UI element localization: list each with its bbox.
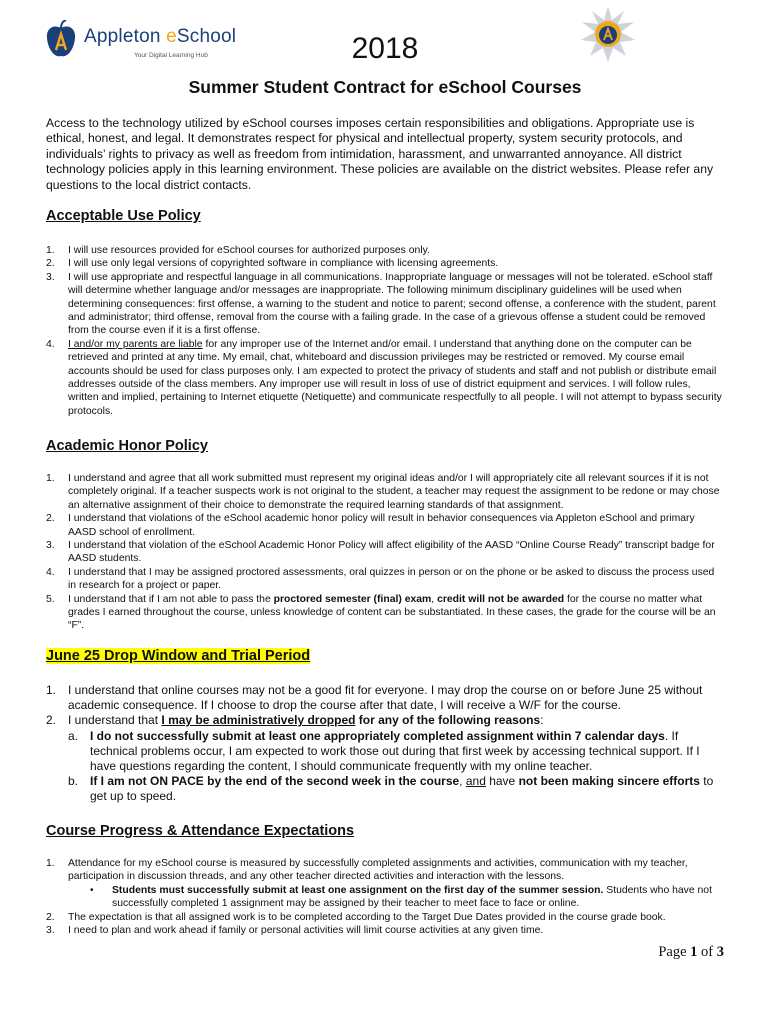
list-item: 3. I understand that violation of the eSchool Academic Honor Policy will affect eligibility of the AASD “Online Course Ready” transcript badge for AASD students. [46, 540, 715, 565]
intro-paragraph: Access to the technology utilized by eSchool courses imposes certain responsibilities and obligations. Appropriate use is ethical, honest, and legal. It demonstrates respect for physical and intellectual property, system security protocols, and individuals’ rights to privacy as well as freedom from intimidation, harassment, and unwarranted annoyance. All district technology policies apply in this learning environment. These policies are available on the district websites. Please refer any questions to the local district contacts. [46, 116, 714, 192]
attendance-bullet-list [68, 884, 724, 911]
course-progress-list [46, 857, 724, 937]
heading-acceptable-use-policy: Acceptable Use Policy [46, 208, 201, 224]
logo-tagline: Your Digital Learning Hub [134, 52, 208, 59]
list-item: 4. I and/or my parents are liable for any improper use of the Internet and/or email. I understand that anything done on the computer can be retrieved and printed at any time. My email, chat, whiteboard and discussion privileges may be restricted or removed. My course email accounts should be used for class purposes only. I am expected to protect the privacy of students and staff and not publish or distribute email addresses outside of the class members. Any improper use will result in loss of use of district equipment and services. I will follow rules, written and implied, pertaining to Internet etiquette (Netiquette) and communicate respectfully to all people. I will not attempt to bypass security protocols. [46, 338, 722, 417]
starburst-badge-icon [580, 6, 636, 62]
list-item: 5. I understand that if I am not able to pass the proctored semester (final) exam, credit will not be awarded for the course no matter what grades I earned throughout the course, unless knowledge of content can be substantiated. In these cases, the grade for the course will be an “F”. [46, 593, 716, 632]
list-item: 2. I understand that I may be administratively dropped for any of the following reasons: a. I do not successfully submit at least one appropriately completed assignment within 7 calendar days. If technical problems occur, I am expected to work those out during that first week by accessing technical support. If I have questions regarding the content, I should communicate frequently with my online teacher. b. If I am not ON PACE by the end of the second week in the course, and have not been making sincere efforts to get up to speed. [46, 713, 724, 804]
list-item: b. If I am not ON PACE by the end of the second week in the course, and have not been making sincere efforts to get up to speed. [68, 774, 714, 804]
heading-drop-window: June 25 Drop Window and Trial Period [46, 648, 311, 664]
heading-academic-honor-policy: Academic Honor Policy [46, 438, 208, 454]
document-year: 2018 [351, 32, 419, 65]
list-item: a. I do not successfully submit at least one appropriately completed assignment within 7 calendar days. If technical problems occur, I am expected to work those out during that first week by accessing technical support. If I have questions regarding the content, I should communicate frequently with my online teacher. [68, 728, 700, 774]
list-item: 1. Attendance for my eSchool course is measured by successfully completed assignments and activities, communication with my teacher, participation in discussion threads, and any other teacher directed activities and interaction with the lessons. • Students must successfully submit at least one assignment on the first day of the summer session. Students who have not successfully completed 1 assignment may be assigned by their teacher to meet face to face or online. [46, 857, 724, 911]
document-title: Summer Student Contract for eSchool Courses [188, 77, 582, 97]
list-item: 3. I will use appropriate and respectful language in all communications. Inappropriate language or messages will not be tolerated. eSchool staff will determine whether language and/or messages are inappropriate. The following minimum disciplinary guidelines will be used when determining consequences: first offense, a warning to the student and notice to parent; second offense, a conference with the student, parent and administrator; third offense, removal from the course with a failing grade. In the case of a grievous offense a student could be removed from the course even if it is a first offense. [46, 271, 716, 337]
list-item: 2. The expectation is that all assigned work is to be completed according to the Target Due Dates provided in the course grade book. [46, 911, 666, 923]
heading-course-progress: Course Progress & Attendance Expectations [46, 823, 355, 839]
list-item: 2. I understand that violations of the eSchool academic honor policy will result in behavior consequences via Appleton eSchool and primary AASD school of enrollment. [46, 513, 695, 538]
list-item: 1. I understand that online courses may not be a good fit for everyone. I may drop the course on or before June 25 without academic consequence. If I choose to drop the course after that date, I will receive a W/F for the course. [46, 683, 703, 713]
list-item: 3. I need to plan and work ahead if family or personal activities will limit course activities at any given time. [46, 925, 544, 937]
list-item: • Students must successfully submit at least one assignment on the first day of the summer session. Students who have not successfully completed 1 assignment may be assigned by their teacher to meet face to face or online. [90, 884, 712, 910]
drop-reasons-list [68, 729, 724, 805]
logo-wordmark: Appleton eSchool [84, 26, 237, 47]
academic-honor-list [46, 472, 724, 633]
page-number: Page 1 of 3 [658, 944, 724, 960]
list-item: 2. I will use only legal versions of copyrighted software in compliance with licensing agreements. [46, 258, 499, 270]
list-item: 1. I will use resources provided for eSchool courses for authorized purposes only. [46, 245, 430, 256]
drop-window-list [46, 683, 724, 805]
list-item: 1. I understand and agree that all work submitted must represent my original ideas and/or I will appropriately cite all relevant sources if it is not completely original. If a teacher suspects work is not original to the student, a teacher may request the assignment to be redone or may chose an alternative assignment of their choice to demonstrate the required learning standards of that assignment. [46, 473, 720, 511]
acceptable-use-list [46, 244, 724, 418]
list-item: 4. I understand that I may be assigned proctored assessments, oral quizzes in person or on the phone or be asked to discuss the process used in research for a project or paper. [46, 566, 715, 592]
